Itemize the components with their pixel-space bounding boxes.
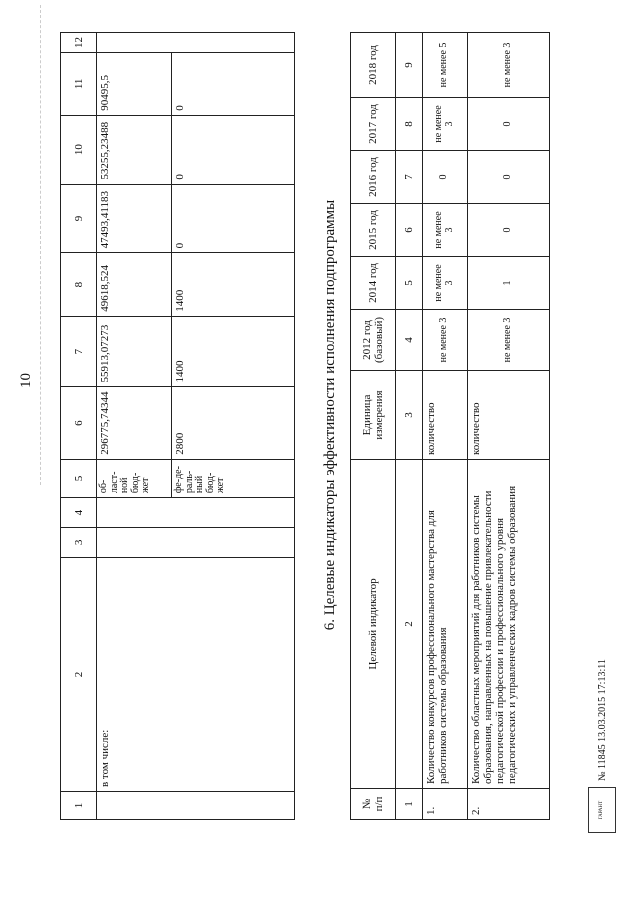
index-cell: 6 xyxy=(396,204,422,257)
col-header: 2012 год (базовый) xyxy=(351,310,396,371)
value-cell: 0 xyxy=(172,53,295,116)
value-cell: 90495,5 xyxy=(97,53,172,116)
cell xyxy=(97,33,295,53)
row-label: в том числе: xyxy=(97,557,295,791)
unit-cell: количество xyxy=(467,371,549,460)
index-cell: 4 xyxy=(396,310,422,371)
budget-source: фе-де-раль-ный бюд-жет xyxy=(172,459,295,497)
budget-table xyxy=(60,32,295,820)
indicator-cell: Количество конкурсов профессионального мастерства для работников системы образования xyxy=(422,460,467,789)
col-header: 7 xyxy=(61,316,97,387)
table-row xyxy=(97,33,172,820)
value-cell: 2800 xyxy=(172,387,295,459)
value-cell: не менее 3 xyxy=(422,98,467,151)
value-cell: 0 xyxy=(467,98,549,151)
indicators-table xyxy=(350,32,550,820)
col-header: 2015 год xyxy=(351,204,396,257)
value-cell: 53255,23488 xyxy=(97,115,172,184)
unit-cell: количество xyxy=(422,371,467,460)
value-cell: не менее 5 xyxy=(422,33,467,98)
divider xyxy=(40,5,41,485)
footer xyxy=(588,659,616,833)
col-header: 11 xyxy=(61,53,97,116)
col-header: 3 xyxy=(61,528,97,558)
document-id: № 11845 13.03.2015 17:13:11 xyxy=(596,659,608,781)
col-header: 4 xyxy=(61,498,97,528)
value-cell: 0 xyxy=(172,115,295,184)
table-row xyxy=(467,33,549,820)
value-cell: не менее 3 xyxy=(467,33,549,98)
col-header: 9 xyxy=(61,184,97,253)
col-header: 1 xyxy=(61,792,97,820)
col-header: 10 xyxy=(61,115,97,184)
value-cell: 0 xyxy=(467,151,549,204)
indicator-cell: Количество областных мероприятий для работников системы образования, направленных на повышение привлекательности педагогической профессии и профессионального уровня педагогических и управленческих кадров системы образования xyxy=(467,460,549,789)
index-cell: 5 xyxy=(396,257,422,310)
cell xyxy=(97,792,295,820)
value-cell: не менее 3 xyxy=(467,310,549,371)
col-header: 2018 год xyxy=(351,33,396,98)
table-row xyxy=(396,33,422,820)
index-cell: 8 xyxy=(396,98,422,151)
index-cell: 7 xyxy=(396,151,422,204)
col-header: 5 xyxy=(61,459,97,497)
table-row xyxy=(61,33,97,820)
value-cell: не менее 3 xyxy=(422,310,467,371)
value-cell: 47493,41183 xyxy=(97,184,172,253)
col-header: Целевой индикатор xyxy=(351,460,396,789)
col-header: 2 xyxy=(61,557,97,791)
value-cell: 0 xyxy=(172,184,295,253)
value-cell: 1400 xyxy=(172,253,295,316)
row-number: 1. xyxy=(422,789,467,820)
value-cell: 0 xyxy=(422,151,467,204)
value-cell: не менее 3 xyxy=(422,204,467,257)
value-cell: 49618,524 xyxy=(97,253,172,316)
index-cell: 2 xyxy=(396,460,422,789)
cell xyxy=(97,498,295,528)
value-cell: не менее 3 xyxy=(422,257,467,310)
cell xyxy=(97,528,295,558)
col-header: 2016 год xyxy=(351,151,396,204)
table-row xyxy=(351,33,396,820)
value-cell: 0 xyxy=(467,204,549,257)
row-number: 2. xyxy=(467,789,549,820)
col-header: 2014 год xyxy=(351,257,396,310)
value-cell: 1400 xyxy=(172,316,295,387)
index-cell: 3 xyxy=(396,371,422,460)
col-header: 6 xyxy=(61,387,97,459)
col-header: 2017 год xyxy=(351,98,396,151)
stamp-logo: ГАРАНТ xyxy=(588,787,616,833)
budget-source: об-ласт-ной бюд-жет xyxy=(97,459,172,497)
value-cell: 296775,74344 xyxy=(97,387,172,459)
index-cell: 1 xyxy=(396,789,422,820)
index-cell: 9 xyxy=(396,33,422,98)
col-header: 12 xyxy=(61,33,97,53)
page-number: 10 xyxy=(18,373,34,388)
col-header: 8 xyxy=(61,253,97,316)
col-header: № п/п xyxy=(351,789,396,820)
table-row xyxy=(422,33,467,820)
value-cell: 1 xyxy=(467,257,549,310)
col-header: Единица измерения xyxy=(351,371,396,460)
section-title: 6. Целевые индикаторы эффективности исполнения подпрограммы xyxy=(322,199,338,631)
value-cell: 55913,07273 xyxy=(97,316,172,387)
